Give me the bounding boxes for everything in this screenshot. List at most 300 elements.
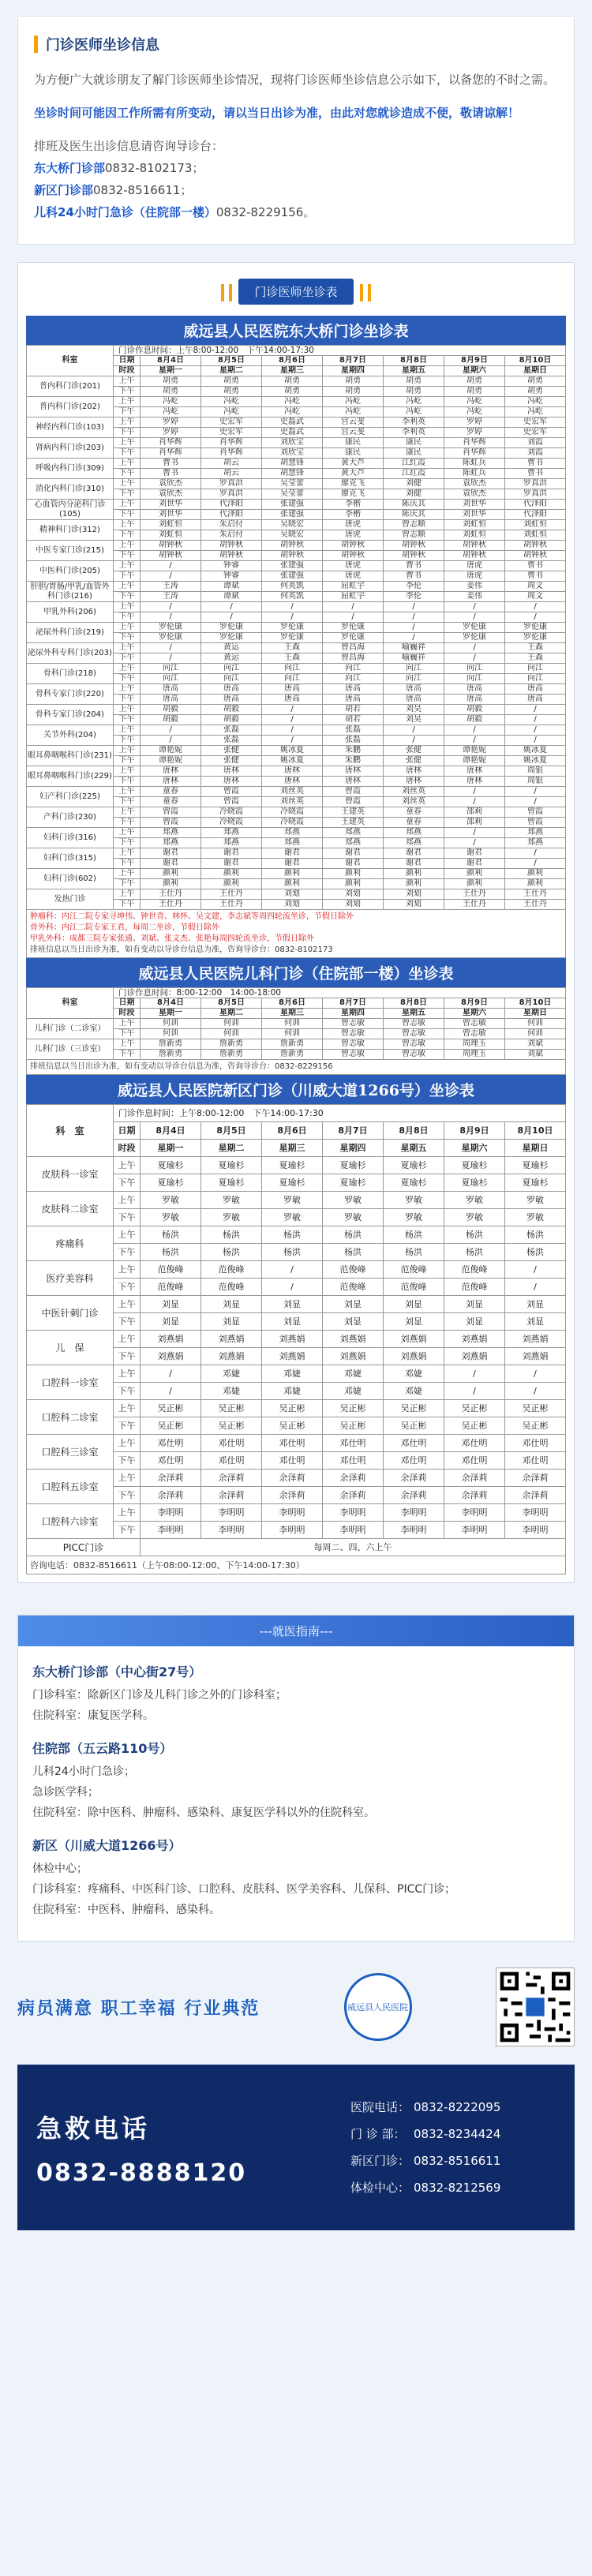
doctor-cell: 史宏军 <box>505 428 566 438</box>
doctor-cell: 曾昌海 <box>323 653 384 664</box>
doctor-cell: 曾霞 <box>323 787 384 797</box>
doctor-cell: 罗伦康 <box>262 633 323 643</box>
guide-section-3-title: 新区（川威大道1266号） <box>32 1838 182 1853</box>
doctor-cell: 詹新勇 <box>201 1039 262 1050</box>
doctor-cell: 李楷 <box>323 510 384 520</box>
doctor-cell: 唐高 <box>444 684 505 695</box>
weekday-cell: 星期一 <box>141 366 201 376</box>
dept-cell: 关节外科(204) <box>27 725 114 746</box>
dept-cell: 发热门诊 <box>27 889 114 910</box>
doctor-cell: 陈庆其 <box>384 510 444 520</box>
contact-phone-1[interactable]: 0832-8102173； <box>105 161 204 175</box>
time-label: 时段 <box>114 1140 141 1157</box>
doctor-cell: 唐高 <box>444 695 505 705</box>
doctor-cell: 曾霞 <box>201 787 262 797</box>
doctor-cell: 胡毅 <box>141 705 201 715</box>
doctor-cell: 周文 <box>505 592 566 602</box>
doctor-cell: 黄运 <box>201 653 262 664</box>
dept-cell: 肾病内科门诊(203) <box>27 438 114 459</box>
date-label: 日期 <box>114 356 141 366</box>
doctor-cell: 刘世华 <box>444 500 505 510</box>
period-am: 上午 <box>114 1226 141 1244</box>
period-pm: 下午 <box>114 715 141 725</box>
period-pm: 下午 <box>114 387 141 397</box>
doctor-cell: 范俊峰 <box>323 1279 384 1296</box>
emergency-left <box>36 2080 350 2215</box>
period-pm: 下午 <box>114 448 141 459</box>
table-row <box>27 1504 566 1522</box>
dept-cell: 皮肤科一诊室 <box>27 1157 114 1192</box>
doctor-cell: 张磊 <box>323 725 384 736</box>
dept-header: 科室 <box>27 346 114 376</box>
doctor-cell: 曹书 <box>505 571 566 582</box>
doctor-cell: 向江 <box>505 674 566 684</box>
doctor-cell: 刘健 <box>384 489 444 500</box>
doctor-cell: 刘丝英 <box>384 787 444 797</box>
table-row <box>27 684 566 695</box>
period-am: 上午 <box>114 1331 141 1348</box>
doctor-cell: / <box>262 602 323 612</box>
doctor-cell: 余泽莉 <box>384 1487 444 1504</box>
doctor-cell: 向江 <box>262 664 323 674</box>
note-2: 骨外科：内江二院专家王君，每周二坐诊，节假日除外 <box>30 923 219 932</box>
doctor-cell: 向江 <box>201 664 262 674</box>
doctor-cell: 刘燕娟 <box>201 1348 262 1365</box>
date-cell: 8月5日 <box>201 1122 262 1140</box>
period-am: 上午 <box>114 766 141 777</box>
doctor-cell: 王涛 <box>141 582 201 592</box>
doctor-cell: 王仕丹 <box>444 889 505 900</box>
weekday-cell: 星期二 <box>201 1140 262 1157</box>
doctor-cell: 罗敏 <box>444 1209 505 1226</box>
doctor-cell: / <box>262 1261 323 1279</box>
table-row <box>27 438 566 448</box>
doctor-cell: 冯屹 <box>384 407 444 417</box>
doctor-cell: / <box>141 571 201 582</box>
doctor-cell: 陈庆其 <box>384 500 444 510</box>
doctor-cell: 颜利 <box>505 869 566 879</box>
contact-phone-3[interactable]: 0832-8229156。 <box>215 205 316 219</box>
doctor-cell: 罗敏 <box>384 1192 444 1209</box>
doctor-cell: 陈虹兵 <box>444 469 505 479</box>
table-row <box>27 889 566 900</box>
weekday-cell: 星期一 <box>141 1009 201 1019</box>
doctor-cell: 刘燕娟 <box>505 1331 566 1348</box>
doctor-cell: 唐高 <box>262 684 323 695</box>
period-am: 上午 <box>114 479 141 489</box>
doctor-cell: 胡钟秋 <box>505 541 566 551</box>
doctor-cell: 颜利 <box>384 869 444 879</box>
period-am: 上午 <box>114 828 141 838</box>
dept-cell: 妇科门诊(316) <box>27 828 114 848</box>
doctor-cell: 杨洪 <box>505 1244 566 1261</box>
period-pm: 下午 <box>114 510 141 520</box>
doctor-cell: / <box>384 725 444 736</box>
period-am: 上午 <box>114 807 141 818</box>
doctor-cell: 唐林 <box>201 766 262 777</box>
date-cell: 8月5日 <box>201 356 262 366</box>
doctor-cell: 罗真洪 <box>505 479 566 489</box>
doctor-cell: 胡勇 <box>141 387 201 397</box>
dept-cell: 肝胆/胃肠/甲乳/血管外科门诊(216) <box>27 582 114 602</box>
doctor-cell: 刘虹恒 <box>505 530 566 541</box>
doctor-cell: 刘燕娟 <box>201 1331 262 1348</box>
guide-section-2-title: 住院部（五云路110号） <box>32 1741 173 1756</box>
doctor-cell: 王仕丹 <box>141 889 201 900</box>
doctor-cell: 冯屹 <box>444 407 505 417</box>
guide-text: 门诊科室：疼痛科、中医科门诊、口腔科、皮肤科、医学美容科、儿保科、PICC门诊； <box>32 1883 456 1896</box>
doctor-cell: 刘虹恒 <box>444 520 505 530</box>
doctor-cell: 何训 <box>141 1019 201 1029</box>
contact-phone-2[interactable]: 0832-8516611； <box>93 183 193 197</box>
doctor-cell: 刘显 <box>505 1313 566 1331</box>
period-am: 上午 <box>114 561 141 571</box>
contact-row <box>350 2094 556 2121</box>
table-row <box>27 1192 566 1209</box>
doctor-cell: 李明明 <box>444 1522 505 1539</box>
doctor-cell: 余泽莉 <box>262 1487 323 1504</box>
date-cell: 8月9日 <box>444 998 505 1009</box>
doctor-cell: / <box>141 643 201 653</box>
doctor-cell: 杨洪 <box>262 1226 323 1244</box>
period-am: 上午 <box>114 1039 141 1050</box>
period-am: 上午 <box>114 643 141 653</box>
doctor-cell: 曾霞 <box>201 797 262 807</box>
date-cell: 8月10日 <box>505 1122 566 1140</box>
doctor-cell: / <box>505 1261 566 1279</box>
doctor-cell: 胡云 <box>201 459 262 469</box>
dept-cell: 皮肤科二诊室 <box>27 1192 114 1226</box>
doctor-cell: 刘显 <box>201 1296 262 1313</box>
doctor-cell: / <box>384 612 444 623</box>
doctor-cell: 刘显 <box>384 1313 444 1331</box>
doctor-cell: 罗真洪 <box>201 479 262 489</box>
table-row <box>27 602 566 612</box>
doctor-cell: 向江 <box>323 664 384 674</box>
doctor-cell: 康民 <box>384 438 444 448</box>
doctor-cell: 张磊 <box>201 736 262 746</box>
doctor-cell: 谢君 <box>201 859 262 869</box>
doctor-cell: 钟睿 <box>201 571 262 582</box>
doctor-cell: 曹书 <box>141 469 201 479</box>
doctor-cell: 刘显 <box>262 1313 323 1331</box>
guide-text: 门诊科室：除新区门诊及儿科门诊之外的门诊科室； <box>32 1689 287 1702</box>
doctor-cell: 刘划 <box>384 889 444 900</box>
doctor-cell: 胡若 <box>323 715 384 725</box>
doctor-cell: 王建英 <box>323 818 384 828</box>
doctor-cell: 杨洪 <box>384 1244 444 1261</box>
doctor-cell: 唐高 <box>201 684 262 695</box>
doctor-cell: 吴晓宏 <box>262 520 323 530</box>
guide-body <box>18 1646 574 1941</box>
doctor-cell: 罗敏 <box>262 1192 323 1209</box>
doctor-cell: 史宏军 <box>201 428 262 438</box>
dept-cell: 妇产科门诊(225) <box>27 787 114 807</box>
doctor-cell: / <box>444 602 505 612</box>
guide-section-1-title: 东大桥门诊部（中心街27号） <box>32 1664 202 1679</box>
doctor-cell: 曹书 <box>505 459 566 469</box>
doctor-cell: / <box>262 1279 323 1296</box>
doctor-cell: 刘丝英 <box>262 797 323 807</box>
weekday-cell: 星期四 <box>323 366 384 376</box>
doctor-cell: 邓仕明 <box>201 1452 262 1470</box>
doctor-cell: 刘划 <box>323 889 384 900</box>
doctor-cell: 张建强 <box>262 510 323 520</box>
doctor-cell: 周银 <box>505 766 566 777</box>
table-row <box>27 766 566 777</box>
doctor-cell: 夏瑜杉 <box>384 1157 444 1174</box>
doctor-cell: 胡毅 <box>201 705 262 715</box>
doctor-cell: 吴正彬 <box>262 1400 323 1417</box>
contact-value[interactable]: 0832-8234424 <box>414 2127 501 2141</box>
table-row <box>27 1365 566 1383</box>
doctor-cell: / <box>505 736 566 746</box>
table-row <box>27 848 566 859</box>
intro-card <box>17 16 575 245</box>
doctor-cell: 张建强 <box>262 500 323 510</box>
dept-header: 科室 <box>27 988 114 1019</box>
period-pm: 下午 <box>114 571 141 582</box>
emergency-number[interactable]: 0832-8888120 <box>36 2159 247 2187</box>
doctor-cell: 谭斌 <box>201 582 262 592</box>
schedule-section <box>17 262 575 1583</box>
table-row <box>27 561 566 571</box>
table-row <box>27 1435 566 1452</box>
doctor-cell: 邓婕 <box>262 1383 323 1400</box>
period-pm: 下午 <box>114 777 141 787</box>
doctor-cell: 唐虎 <box>444 561 505 571</box>
doctor-cell: 童春 <box>384 807 444 818</box>
doctor-cell: / <box>505 1365 566 1383</box>
doctor-cell: 肖华辉 <box>201 448 262 459</box>
period-pm: 下午 <box>114 838 141 848</box>
period-am: 上午 <box>114 1365 141 1383</box>
contact-line-2 <box>34 179 558 201</box>
doctor-cell: 罗伦康 <box>505 623 566 633</box>
doctor-cell: 胡勇 <box>323 376 384 387</box>
doctor-cell: 唐林 <box>201 777 262 787</box>
dept-cell: 产科门诊(230) <box>27 807 114 828</box>
doctor-cell: 钟睿 <box>201 561 262 571</box>
doctor-cell: 郑燕 <box>141 838 201 848</box>
doctor-cell: 余泽莉 <box>201 1470 262 1487</box>
period-pm: 下午 <box>114 756 141 766</box>
date-cell: 8月10日 <box>505 356 566 366</box>
table2 <box>26 987 566 1060</box>
doctor-cell: 罗伦康 <box>141 633 201 643</box>
doctor-cell: 向江 <box>262 674 323 684</box>
doctor-cell: / <box>141 602 201 612</box>
doctor-cell: 王森 <box>505 643 566 653</box>
doctor-cell: 唐林 <box>262 777 323 787</box>
doctor-cell: 喻巍祥 <box>384 643 444 653</box>
doctor-cell: 罗婷 <box>141 417 201 428</box>
doctor-cell: 罗伦康 <box>505 633 566 643</box>
doctor-cell: 朱启付 <box>201 520 262 530</box>
date-cell: 8月7日 <box>323 356 384 366</box>
emergency-title: 急救电话 <box>36 2113 151 2144</box>
time-label: 时段 <box>114 1009 141 1019</box>
doctor-cell: 刘燕娟 <box>323 1348 384 1365</box>
weekday-cell: 星期日 <box>505 1009 566 1019</box>
doctor-cell: 杨洪 <box>505 1226 566 1244</box>
doctor-cell: 余泽莉 <box>505 1487 566 1504</box>
period-am: 上午 <box>114 848 141 859</box>
doctor-cell: 王仕丹 <box>505 900 566 910</box>
doctor-cell: 袁欣杰 <box>141 479 201 489</box>
doctor-cell: 曾志敏 <box>384 1039 444 1050</box>
doctor-cell: 刘划 <box>323 900 384 910</box>
doctor-cell: 黄大芦 <box>323 469 384 479</box>
doctor-cell: 颜利 <box>141 879 201 889</box>
doctor-cell: 胡钟秋 <box>323 541 384 551</box>
doctor-cell: 邓仕明 <box>141 1452 201 1470</box>
doctor-cell: 余泽莉 <box>141 1470 201 1487</box>
doctor-cell: 刘显 <box>201 1313 262 1331</box>
dept-cell: 泌尿外科专科门诊(203) <box>27 643 114 664</box>
doctor-cell: 张建强 <box>262 561 323 571</box>
period-am: 上午 <box>114 1261 141 1279</box>
dept-cell: 口腔科一诊室 <box>27 1365 114 1400</box>
period-pm: 下午 <box>114 859 141 869</box>
doctor-cell: 杨洪 <box>262 1244 323 1261</box>
doctor-cell: 周银 <box>505 777 566 787</box>
doctor-cell: 谭艳妮 <box>141 746 201 756</box>
doctor-cell: 曾昌海 <box>323 643 384 653</box>
contact-row <box>350 2147 556 2174</box>
doctor-cell: 刘欣宝 <box>262 438 323 448</box>
doctor-cell: 唐林 <box>323 777 384 787</box>
doctor-cell: 谢君 <box>141 859 201 869</box>
doctor-cell: 唐高 <box>505 695 566 705</box>
doctor-cell: 吴正彬 <box>444 1417 505 1435</box>
dept-header: 科 室 <box>27 1105 114 1157</box>
doctor-cell: 胡钟秋 <box>384 551 444 561</box>
table3-title: 威远县人民医院新区门诊（川威大道1266号）坐诊表 <box>26 1075 566 1104</box>
doctor-cell: 邓仕明 <box>141 1435 201 1452</box>
doctor-cell: 李明明 <box>262 1504 323 1522</box>
doctor-cell: 刘燕娟 <box>262 1331 323 1348</box>
doctor-cell: 罗敏 <box>141 1209 201 1226</box>
doctor-cell: 向江 <box>384 674 444 684</box>
doctor-cell: 张健 <box>201 756 262 766</box>
doctor-cell: / <box>505 725 566 736</box>
weekday-cell: 星期一 <box>141 1140 201 1157</box>
doctor-cell: 杨洪 <box>444 1226 505 1244</box>
doctor-cell: 姚冰夏 <box>505 746 566 756</box>
doctor-cell: 郑燕 <box>201 838 262 848</box>
doctor-cell: 廖克飞 <box>323 489 384 500</box>
doctor-cell: 谢君 <box>444 859 505 869</box>
doctor-cell: 颜利 <box>384 879 444 889</box>
doctor-cell: 郑燕 <box>323 838 384 848</box>
doctor-cell: 刘显 <box>262 1296 323 1313</box>
doctor-cell: 胡慧锋 <box>262 459 323 469</box>
doctor-cell: 李明明 <box>505 1504 566 1522</box>
qr-code-icon[interactable] <box>496 1968 575 2046</box>
dept-cell: 精神科门诊(312) <box>27 520 114 541</box>
doctor-cell: 唐高 <box>141 684 201 695</box>
intro-title-text: 门诊医师坐诊信息 <box>46 37 159 54</box>
doctor-cell: 刘显 <box>323 1296 384 1313</box>
weekday-cell: 星期日 <box>505 366 566 376</box>
doctor-cell: 李明明 <box>323 1522 384 1539</box>
doctor-cell: 李明明 <box>201 1522 262 1539</box>
contact-value[interactable]: 0832-8212569 <box>414 2181 501 2195</box>
period-pm: 下午 <box>114 1487 141 1504</box>
period-am: 上午 <box>114 664 141 674</box>
table-row <box>27 397 566 407</box>
dept-cell: 消化内科门诊(310) <box>27 479 114 500</box>
picc-label: PICC门诊 <box>27 1539 141 1556</box>
table-row <box>27 1296 566 1313</box>
doctor-cell: 江红霞 <box>384 459 444 469</box>
doctor-cell: 代泽阳 <box>505 510 566 520</box>
table-row <box>27 623 566 633</box>
doctor-cell: 夏瑜杉 <box>262 1174 323 1192</box>
doctor-cell: 宫云斐 <box>323 417 384 428</box>
table-row <box>27 1226 566 1244</box>
doctor-cell: 胡勇 <box>262 387 323 397</box>
doctor-cell: 刘虹恒 <box>141 530 201 541</box>
doctor-cell: 胡钟秋 <box>141 551 201 561</box>
doctor-cell: 黄大芦 <box>323 459 384 469</box>
doctor-cell: 王森 <box>505 653 566 664</box>
doctor-cell: 范俊峰 <box>201 1279 262 1296</box>
doctor-cell: 胡勇 <box>444 376 505 387</box>
doctor-cell: 范俊峰 <box>141 1261 201 1279</box>
table-row <box>27 1400 566 1417</box>
doctor-cell: 罗真洪 <box>201 489 262 500</box>
doctor-cell: 胡勇 <box>262 376 323 387</box>
doctor-cell: / <box>505 848 566 859</box>
dept-cell: 中医专家门诊(215) <box>27 541 114 561</box>
doctor-cell: 刘燕娟 <box>444 1331 505 1348</box>
doctor-cell: 胡云 <box>201 469 262 479</box>
period-am: 上午 <box>114 459 141 469</box>
weekday-cell: 星期六 <box>444 366 505 376</box>
doctor-cell: 胡勇 <box>505 376 566 387</box>
contact-value[interactable]: 0832-8222095 <box>414 2100 501 2114</box>
doctor-cell: 曾霞 <box>505 818 566 828</box>
dept-cell: 中医科门诊(205) <box>27 561 114 582</box>
doctor-cell: 夏瑜杉 <box>505 1157 566 1174</box>
doctor-cell: / <box>384 736 444 746</box>
doctor-cell: 余泽莉 <box>262 1470 323 1487</box>
doctor-cell: 童春 <box>141 797 201 807</box>
doctor-cell: 李明明 <box>444 1504 505 1522</box>
doctor-cell: 谢君 <box>141 848 201 859</box>
doctor-cell: 王涛 <box>141 592 201 602</box>
period-am: 上午 <box>114 376 141 387</box>
doctor-cell: 罗伦康 <box>201 633 262 643</box>
contact-value[interactable]: 0832-8516611 <box>414 2154 501 2168</box>
contact-label-3: 儿科24小时门急诊（住院部一楼） <box>34 205 216 219</box>
doctor-cell: / <box>505 612 566 623</box>
doctor-cell: / <box>201 602 262 612</box>
doctor-cell: 何训 <box>262 1029 323 1039</box>
doctor-cell: 杨洪 <box>141 1244 201 1261</box>
doctor-cell: 郑燕 <box>505 828 566 838</box>
doctor-cell: 刘燕娟 <box>444 1348 505 1365</box>
doctor-cell: 邓仕明 <box>505 1452 566 1470</box>
period-pm: 下午 <box>114 612 141 623</box>
dept-cell: 儿科门诊（二诊室） <box>27 1019 114 1039</box>
weekday-cell: 星期二 <box>201 366 262 376</box>
note-3: 甲乳外科：成都三院专家张通、刘斌、张文杰、张艳每周四轮流坐诊，节假日除外 <box>30 934 314 943</box>
doctor-cell: 王建英 <box>323 807 384 818</box>
doctor-cell: / <box>444 828 505 838</box>
